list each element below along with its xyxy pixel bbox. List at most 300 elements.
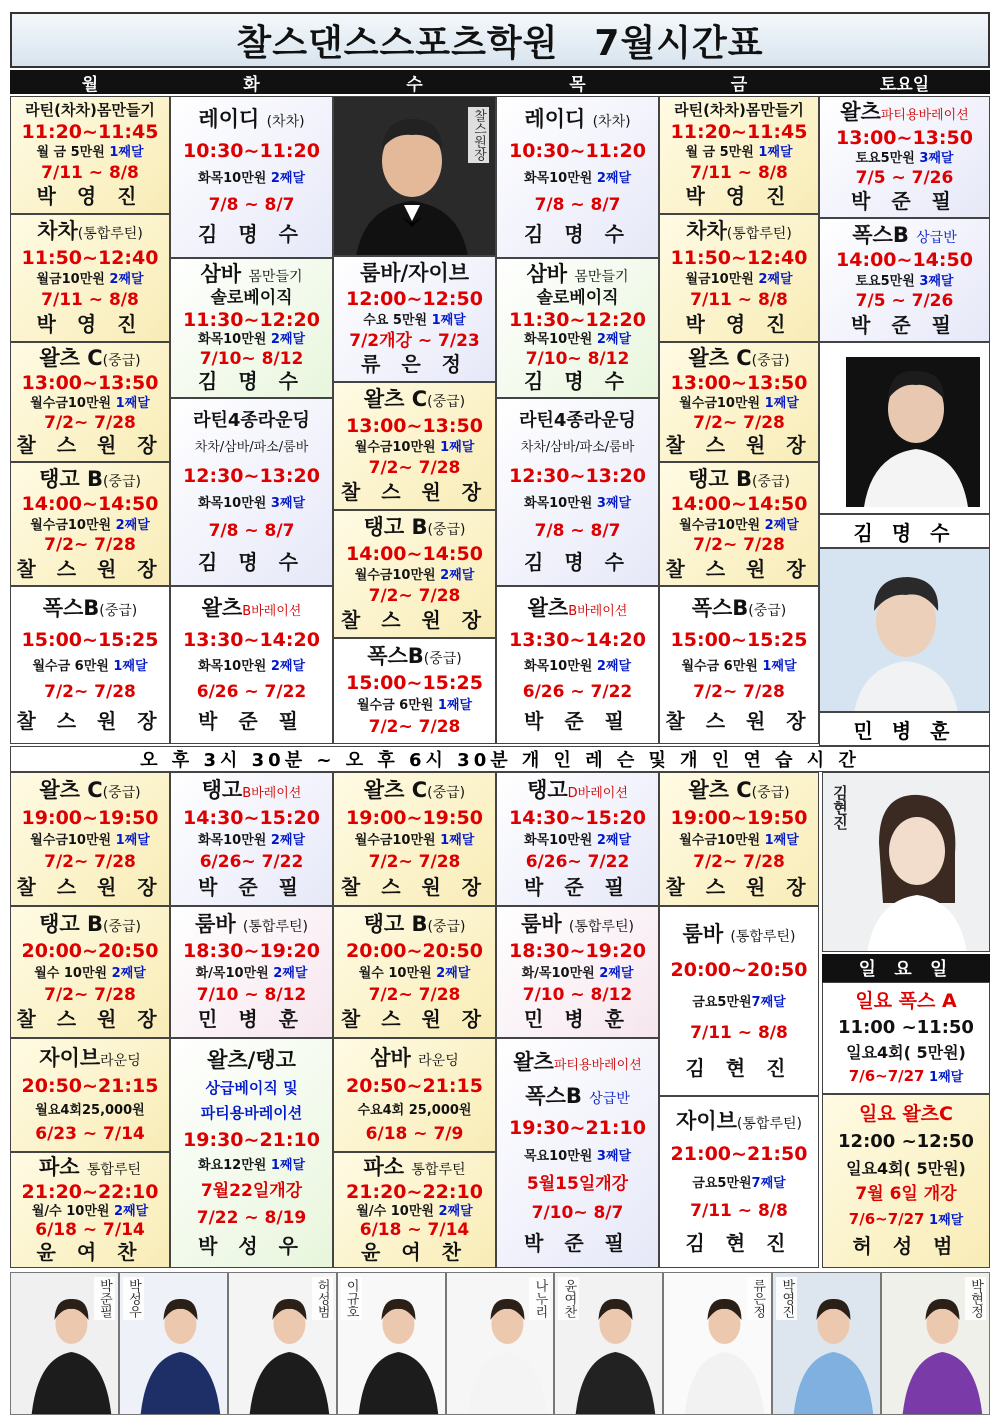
class-time: 20:50~21:15 bbox=[346, 1075, 483, 1098]
photo-label: 김현진 bbox=[831, 785, 849, 830]
class-instructor: 박 영 진 bbox=[36, 311, 144, 336]
class-name: 삼바 몸만들기 bbox=[526, 261, 629, 286]
class-name: 탱고 B(중급) bbox=[688, 466, 790, 491]
class-dates: 7/8 ~ 8/7 bbox=[534, 194, 621, 215]
class-instructor: 찰 스 원 장 bbox=[340, 479, 489, 504]
class-dates: 6/26 ~ 7/22 bbox=[196, 682, 307, 703]
class-price: 월수금 6만원 1째달 bbox=[32, 658, 148, 674]
class-dates: 7/2~ 7/28 bbox=[368, 717, 461, 738]
class-card[interactable] bbox=[659, 772, 819, 906]
class-time: 19:30~21:10 bbox=[509, 1117, 646, 1140]
class-instructor: 김 명 수 bbox=[198, 549, 305, 574]
class-name: 차차(통합루틴) bbox=[686, 219, 792, 244]
class-price: 월수금10만원 2째달 bbox=[30, 517, 150, 533]
class-instructor: 박 영 진 bbox=[685, 311, 793, 336]
class-name: 라틴(차차)몸만들기 bbox=[674, 100, 804, 119]
class-time: 19:00~19:50 bbox=[346, 806, 483, 829]
class-card[interactable] bbox=[333, 382, 496, 510]
class-time: 11:50~12:40 bbox=[21, 246, 159, 269]
class-price: 화목10만원 2째달 bbox=[523, 332, 632, 348]
class-name: 레이디 (차차) bbox=[524, 107, 631, 132]
class-time: 19:00~19:50 bbox=[21, 806, 159, 829]
class-dates: 7/2~ 7/28 bbox=[693, 412, 785, 433]
class-instructor: 김 현 진 bbox=[685, 1055, 793, 1080]
class-card[interactable] bbox=[659, 586, 819, 744]
photo-name-label: 윤여찬 bbox=[558, 1277, 579, 1320]
day-header-tue: 화 bbox=[170, 70, 333, 94]
class-dates: 7/8 ~ 8/7 bbox=[208, 194, 295, 215]
class-price: 월/수 10만원 2째달 bbox=[31, 1203, 149, 1219]
class-dates: 7/11 ~ 8/8 bbox=[690, 290, 788, 311]
class-name: 폭스B(중급) bbox=[691, 596, 787, 621]
class-time: 12:00~12:50 bbox=[346, 287, 483, 310]
class-time: 11:00 ~11:50 bbox=[838, 1017, 974, 1039]
class-name: 왈츠 C(중급) bbox=[688, 778, 790, 803]
class-name: 탱고 B(중급) bbox=[39, 912, 141, 937]
class-price: 월수금 6만원 1째달 bbox=[681, 658, 797, 674]
class-price: 월수 10만원 2째달 bbox=[358, 965, 471, 981]
class-name-line2: 차차/삼바/파소/룸바 bbox=[520, 440, 635, 456]
class-dates: 6/26~ 7/22 bbox=[199, 852, 304, 873]
class-instructor: 김 명 수 bbox=[198, 222, 305, 247]
photo-name-label: 박준필 bbox=[94, 1277, 115, 1320]
class-card[interactable] bbox=[10, 1152, 170, 1268]
class-dates: 7/10 ~ 8/12 bbox=[522, 984, 633, 1005]
class-name: 룸바 (통합루틴) bbox=[682, 921, 796, 946]
class-price: 목요10만원 3째달 bbox=[523, 1148, 632, 1164]
class-name: 삼바 라운딩 bbox=[370, 1045, 459, 1070]
class-dates: 7/11 ~ 8/8 bbox=[690, 163, 788, 184]
class-price: 화목10만원 2째달 bbox=[197, 170, 306, 186]
class-dates: 7/2개강 ~ 7/23 bbox=[349, 330, 480, 351]
class-dates: 7/10 ~ 8/12 bbox=[196, 984, 307, 1005]
class-price: 월/수 10만원 2째달 bbox=[356, 1203, 473, 1219]
class-name: 일요 왈츠C bbox=[859, 1102, 953, 1125]
class-instructor: 박 영 진 bbox=[36, 184, 144, 209]
class-card[interactable] bbox=[496, 772, 659, 906]
class-name: 왈츠파티용바레이션 bbox=[513, 1049, 642, 1074]
class-instructor: 윤 여 찬 bbox=[36, 1239, 144, 1264]
class-time: 15:00~15:25 bbox=[346, 672, 483, 695]
class-dates: 7/11 ~ 8/8 bbox=[690, 1023, 788, 1044]
class-price: 화목10만원 3째달 bbox=[197, 496, 306, 512]
class-instructor: 김 명 수 bbox=[524, 369, 631, 394]
class-instructor: 박 성 우 bbox=[198, 1233, 305, 1258]
class-card[interactable] bbox=[822, 1094, 990, 1268]
class-price: 화목10만원 2째달 bbox=[523, 170, 632, 186]
class-name: 파소 통합루틴 bbox=[39, 1155, 141, 1180]
class-price: 월수금10만원 2째달 bbox=[354, 567, 475, 583]
class-card[interactable] bbox=[333, 772, 496, 906]
photo-name-label: 허성범 bbox=[312, 1277, 333, 1320]
class-time: 21:20~22:10 bbox=[21, 1180, 159, 1203]
class-dates: 7/6~7/27 1째달 bbox=[848, 1210, 964, 1229]
class-dates: 7/10~ 8/12 bbox=[525, 349, 630, 370]
class-time: 15:00~15:25 bbox=[21, 628, 159, 651]
class-dates: 6/26~ 7/22 bbox=[525, 852, 630, 873]
class-dates: 7/11 ~ 8/8 bbox=[41, 290, 139, 311]
class-time: 13:00~13:50 bbox=[346, 414, 483, 437]
class-price: 월수금10만원 1째달 bbox=[30, 832, 150, 848]
class-price: 일요4회( 5만원) bbox=[846, 1158, 966, 1178]
class-card[interactable] bbox=[10, 906, 170, 1038]
instructor-photo bbox=[822, 772, 990, 952]
class-start: 7월22일개강 bbox=[200, 1180, 303, 1201]
class-card[interactable] bbox=[333, 256, 496, 382]
class-price: 화요12만원 1째달 bbox=[197, 1157, 306, 1173]
class-price: 화목10만원 2째달 bbox=[197, 658, 306, 674]
academy-name: 찰스댄스스포츠학원 bbox=[236, 22, 559, 64]
class-name: 폭스B 상급반 bbox=[852, 222, 957, 247]
class-time: 11:30~12:20 bbox=[183, 308, 320, 331]
class-name-line2: 솔로베이직 bbox=[210, 287, 293, 308]
class-instructor: 김 명 수 bbox=[524, 222, 631, 247]
class-instructor: 김 명 수 bbox=[524, 549, 631, 574]
photo-name-label: 박현정 bbox=[965, 1277, 986, 1320]
class-dates: 7/2~ 7/28 bbox=[693, 535, 785, 556]
photo-name-label: 박성우 bbox=[123, 1277, 144, 1320]
class-dates: 7/2~ 7/28 bbox=[693, 682, 785, 703]
class-card[interactable] bbox=[170, 96, 333, 258]
class-time: 12:30~13:20 bbox=[509, 465, 646, 488]
class-card[interactable] bbox=[10, 772, 170, 906]
month-title: 7월시간표 bbox=[594, 22, 764, 64]
class-time: 11:30~12:20 bbox=[509, 308, 646, 331]
class-name: 자이브(통합루틴) bbox=[676, 1108, 802, 1133]
class-card[interactable] bbox=[659, 906, 819, 1096]
class-price: 월금10만원 2째달 bbox=[36, 271, 144, 287]
class-card[interactable] bbox=[10, 214, 170, 342]
class-price: 화목10만원 2째달 bbox=[523, 832, 632, 848]
class-time: 20:50~21:15 bbox=[21, 1075, 159, 1098]
class-price: 월수금10만원 1째달 bbox=[679, 832, 799, 848]
class-card[interactable] bbox=[822, 982, 990, 1094]
class-dates: 7/10~ 8/7 bbox=[531, 1203, 624, 1224]
class-time: 13:00~13:50 bbox=[670, 371, 808, 394]
class-instructor: 찰 스 원 장 bbox=[340, 607, 489, 632]
class-time: 18:30~19:20 bbox=[509, 939, 646, 962]
class-instructor: 찰 스 원 장 bbox=[16, 433, 164, 458]
class-price: 월 금 5만원 1째달 bbox=[36, 145, 144, 161]
class-time: 12:30~13:20 bbox=[183, 465, 320, 488]
class-dates: 7/2~ 7/28 bbox=[44, 852, 136, 873]
class-price: 토요5만원 3째달 bbox=[855, 150, 954, 166]
class-card[interactable] bbox=[10, 1038, 170, 1152]
class-time: 13:30~14:20 bbox=[183, 628, 320, 651]
class-name-line2: 상급베이직 및 bbox=[205, 1079, 298, 1098]
instructor-photo bbox=[10, 1272, 119, 1415]
day-header-fri: 금 bbox=[659, 70, 819, 94]
class-instructor: 찰 스 원 장 bbox=[16, 874, 164, 899]
class-time: 11:50~12:40 bbox=[670, 246, 808, 269]
instructor-photo bbox=[333, 96, 496, 256]
class-card[interactable] bbox=[333, 638, 496, 744]
class-card[interactable] bbox=[10, 96, 170, 214]
class-card[interactable] bbox=[333, 1038, 496, 1152]
photo-name-label: 나누리 bbox=[529, 1277, 550, 1320]
class-price: 수요 5만원 1째달 bbox=[363, 312, 466, 328]
class-instructor: 박 준 필 bbox=[851, 188, 958, 213]
class-instructor: 박 준 필 bbox=[198, 874, 305, 899]
class-name-line3: 파티용바레이션 bbox=[200, 1103, 303, 1122]
class-start: 7월 6일 개강 bbox=[855, 1184, 957, 1205]
class-instructor: 찰 스 원 장 bbox=[16, 1007, 164, 1032]
class-price: 화/목10만원 2째달 bbox=[521, 965, 634, 981]
class-price: 화목10만원 2째달 bbox=[197, 832, 306, 848]
class-name: 왈츠파티용바레이션 bbox=[840, 100, 969, 125]
class-card[interactable] bbox=[10, 586, 170, 744]
class-name: 왈츠 C(중급) bbox=[39, 778, 141, 803]
class-time: 15:00~15:25 bbox=[670, 628, 808, 651]
class-time: 13:00~13:50 bbox=[836, 126, 973, 149]
class-name: 레이디 (차차) bbox=[198, 107, 305, 132]
class-instructor: 찰 스 원 장 bbox=[16, 556, 164, 581]
class-time: 12:00 ~12:50 bbox=[838, 1131, 974, 1153]
class-name: 라틴4종라운딩 bbox=[519, 409, 636, 431]
class-instructor: 박 준 필 bbox=[524, 708, 631, 733]
class-card[interactable] bbox=[659, 342, 819, 462]
class-time: 11:20~11:45 bbox=[21, 120, 159, 143]
class-price: 월수금10만원 1째달 bbox=[679, 395, 799, 411]
class-price: 금요5만원7째달 bbox=[692, 1175, 786, 1191]
day-header-thu: 목 bbox=[496, 70, 659, 94]
class-dates: 7/8 ~ 8/7 bbox=[534, 521, 621, 542]
class-instructor: 찰 스 원 장 bbox=[665, 433, 813, 458]
class-name: 탱고 B(중급) bbox=[363, 515, 466, 540]
class-card[interactable] bbox=[659, 214, 819, 342]
class-dates: 7/11 ~ 8/8 bbox=[690, 1201, 788, 1222]
class-instructor: 박 영 진 bbox=[685, 184, 793, 209]
class-time: 19:30~21:10 bbox=[183, 1128, 320, 1151]
class-instructor: 찰 스 원 장 bbox=[665, 874, 813, 899]
class-card[interactable] bbox=[333, 1152, 496, 1268]
class-price: 화목10만원 2째달 bbox=[197, 332, 306, 348]
class-price: 월수금10만원 2째달 bbox=[679, 517, 799, 533]
class-dates: 6/18 ~ 7/14 bbox=[359, 1220, 470, 1241]
class-card[interactable] bbox=[819, 218, 990, 342]
class-price: 월금10만원 2째달 bbox=[685, 271, 793, 287]
class-name: 일요 폭스 A bbox=[855, 989, 957, 1012]
class-card[interactable] bbox=[496, 96, 659, 258]
class-price: 월수금10만원 1째달 bbox=[354, 832, 475, 848]
class-card[interactable] bbox=[170, 258, 333, 398]
class-instructor: 찰 스 원 장 bbox=[665, 708, 813, 733]
class-instructor: 김 명 수 bbox=[198, 369, 305, 394]
class-price: 월수금10만원 1째달 bbox=[30, 395, 150, 411]
class-name: 폭스B(중급) bbox=[367, 644, 462, 669]
class-time: 14:00~14:50 bbox=[346, 542, 483, 565]
class-name: 폭스B(중급) bbox=[42, 596, 138, 621]
class-dates: 7/2~ 7/28 bbox=[693, 852, 785, 873]
class-dates: 6/26 ~ 7/22 bbox=[522, 682, 633, 703]
class-price: 토요5만원 3째달 bbox=[855, 273, 954, 289]
class-time: 14:00~14:50 bbox=[21, 493, 159, 516]
class-dates: 6/23 ~ 7/14 bbox=[35, 1123, 145, 1144]
instructor-photo bbox=[337, 1272, 446, 1415]
class-card[interactable] bbox=[170, 1038, 333, 1268]
day-header-sat: 토요일 bbox=[819, 70, 990, 94]
instructor-photo bbox=[554, 1272, 663, 1415]
class-dates: 7/2~ 7/28 bbox=[44, 682, 136, 703]
class-dates: 7/2~ 7/28 bbox=[44, 984, 136, 1005]
class-name: 룸바 (통합루틴) bbox=[521, 912, 634, 937]
class-card[interactable] bbox=[170, 906, 333, 1038]
class-time: 10:30~11:20 bbox=[183, 139, 320, 162]
class-name: 탱고B바레이션 bbox=[201, 778, 302, 803]
class-instructor: 민 병 훈 bbox=[198, 1007, 305, 1032]
class-price: 월수 10만원 2째달 bbox=[34, 965, 146, 981]
break-banner: 오 후 3시 30분 ~ 오 후 6시 30분 개 인 레 슨 및 개 인 연 습 시 간 bbox=[10, 746, 990, 772]
instructor-photo bbox=[819, 342, 990, 514]
instructor-photo bbox=[119, 1272, 228, 1415]
class-dates: 7/2~ 7/28 bbox=[44, 535, 136, 556]
instructor-photo bbox=[772, 1272, 881, 1415]
class-card[interactable] bbox=[659, 96, 819, 214]
class-price: 화목10만원 3째달 bbox=[523, 496, 632, 512]
class-name: 자이브라운딩 bbox=[39, 1045, 141, 1070]
class-time: 20:00~20:50 bbox=[346, 939, 483, 962]
day-header-mon: 월 bbox=[10, 70, 170, 94]
class-card[interactable] bbox=[496, 906, 659, 1038]
class-instructor: 찰 스 원 장 bbox=[340, 874, 489, 899]
class-instructor: 찰 스 원 장 bbox=[340, 1007, 489, 1032]
class-time: 14:00~14:50 bbox=[670, 493, 808, 516]
class-instructor: 박 준 필 bbox=[524, 1231, 631, 1256]
class-dates: 7/11 ~ 8/8 bbox=[41, 163, 139, 184]
class-instructor: 류 은 정 bbox=[361, 352, 468, 377]
class-card[interactable] bbox=[10, 462, 170, 586]
class-price: 월수금 6만원 1째달 bbox=[356, 698, 473, 714]
class-card[interactable] bbox=[819, 96, 990, 218]
class-name-line2: 솔로베이직 bbox=[536, 287, 619, 308]
instructor-photo bbox=[881, 1272, 990, 1415]
photo-name-label: 류은정 bbox=[747, 1277, 768, 1320]
class-time: 10:30~11:20 bbox=[509, 139, 646, 162]
class-price: 금요5만원7째달 bbox=[692, 994, 786, 1010]
class-price: 일요4회( 5만원) bbox=[846, 1043, 966, 1063]
class-name: 왈츠 C(중급) bbox=[363, 778, 466, 803]
class-time: 21:20~22:10 bbox=[346, 1180, 483, 1203]
photo-caption: 민 병 훈 bbox=[819, 712, 990, 746]
class-name: 왈츠B바레이션 bbox=[201, 596, 302, 621]
class-instructor: 윤 여 찬 bbox=[361, 1239, 468, 1264]
photo-caption: 김 명 수 bbox=[819, 514, 990, 548]
class-dates: 7/5 ~ 7/26 bbox=[855, 168, 954, 189]
photo-name-label: 박영진 bbox=[776, 1277, 797, 1320]
class-time: 19:00~19:50 bbox=[670, 806, 808, 829]
class-card[interactable] bbox=[496, 398, 659, 586]
class-card[interactable] bbox=[10, 342, 170, 462]
class-card[interactable] bbox=[496, 258, 659, 398]
class-name: 라틴(차차)몸만들기 bbox=[25, 100, 155, 119]
class-card[interactable] bbox=[496, 586, 659, 744]
class-dates: 7/6~7/27 1째달 bbox=[848, 1067, 964, 1086]
class-name: 왈츠 C(중급) bbox=[363, 387, 466, 412]
class-name: 룸바/자이브 bbox=[359, 261, 470, 286]
class-dates: 7/2~ 7/28 bbox=[44, 412, 136, 433]
class-time: 18:30~19:20 bbox=[183, 939, 320, 962]
class-time: 13:00~13:50 bbox=[21, 371, 159, 394]
class-dates: 7/2~ 7/28 bbox=[368, 984, 461, 1005]
class-name: 탱고 B(중급) bbox=[39, 466, 141, 491]
class-price: 월요4회25,000원 bbox=[35, 1102, 145, 1118]
class-name: 탱고D바레이션 bbox=[527, 778, 628, 803]
class-dates: 6/18 ~ 7/14 bbox=[35, 1220, 145, 1241]
class-dates: 7/2~ 7/28 bbox=[368, 852, 461, 873]
class-card[interactable] bbox=[333, 510, 496, 638]
photo-name-label: 이규호 bbox=[341, 1277, 362, 1320]
class-time: 20:00~20:50 bbox=[21, 939, 159, 962]
class-instructor: 김 현 진 bbox=[685, 1230, 793, 1255]
class-dates: 7/2~ 7/28 bbox=[368, 458, 461, 479]
class-price: 월수금10만원 1째달 bbox=[354, 439, 475, 455]
class-price: 월 금 5만원 1째달 bbox=[685, 145, 793, 161]
class-instructor: 찰 스 원 장 bbox=[16, 708, 164, 733]
class-dates: 7/8 ~ 8/7 bbox=[208, 521, 295, 542]
class-name: 왈츠 C(중급) bbox=[688, 346, 790, 371]
portrait-icon bbox=[820, 343, 990, 514]
class-instructor: 민 병 훈 bbox=[524, 1007, 631, 1032]
class-name-line2: 차차/삼바/파소/룸바 bbox=[194, 440, 309, 456]
class-name: 룸바 (통합루틴) bbox=[195, 912, 308, 937]
class-card[interactable] bbox=[659, 1096, 819, 1268]
class-dates: 7/5 ~ 7/26 bbox=[855, 291, 954, 312]
class-instructor: 박 준 필 bbox=[198, 708, 305, 733]
class-time: 20:00~20:50 bbox=[670, 959, 808, 982]
class-instructor: 박 준 필 bbox=[524, 874, 631, 899]
class-dates: 7/22 ~ 8/19 bbox=[196, 1207, 307, 1228]
class-dates: 7/2~ 7/28 bbox=[368, 586, 461, 607]
photo-label: 찰스원장 bbox=[468, 107, 489, 163]
class-instructor: 박 준 필 bbox=[851, 312, 958, 337]
class-card[interactable] bbox=[170, 586, 333, 744]
class-card[interactable] bbox=[170, 772, 333, 906]
class-card[interactable] bbox=[496, 1038, 659, 1268]
class-name: 차차(통합루틴) bbox=[37, 219, 143, 244]
class-start: 5월15일개강 bbox=[526, 1173, 629, 1194]
class-name: 왈츠 C(중급) bbox=[39, 346, 141, 371]
class-name-line2: 폭스B 상급반 bbox=[525, 1083, 630, 1108]
class-name: 탱고 B(중급) bbox=[363, 912, 466, 937]
class-price: 화목10만원 2째달 bbox=[523, 658, 632, 674]
class-name: 파소 통합루틴 bbox=[363, 1155, 466, 1180]
portrait-icon bbox=[820, 549, 990, 712]
class-time: 21:00~21:50 bbox=[670, 1143, 808, 1166]
class-name: 왈츠B바레이션 bbox=[527, 596, 628, 621]
class-card[interactable] bbox=[170, 398, 333, 586]
day-header-wed: 수 bbox=[333, 70, 496, 94]
class-time: 13:30~14:20 bbox=[509, 628, 646, 651]
class-name: 삼바 몸만들기 bbox=[200, 261, 303, 286]
class-time: 14:00~14:50 bbox=[836, 249, 973, 272]
sunday-header: 일 요 일 bbox=[822, 954, 990, 982]
class-instructor: 허 성 범 bbox=[852, 1234, 960, 1259]
class-price: 수요4회 25,000원 bbox=[357, 1102, 472, 1118]
class-time: 14:30~15:20 bbox=[183, 806, 320, 829]
page-title bbox=[10, 12, 990, 68]
instructor-photo bbox=[819, 548, 990, 712]
class-card[interactable] bbox=[333, 906, 496, 1038]
instructor-photo bbox=[228, 1272, 337, 1415]
class-price: 화/목10만원 2째달 bbox=[195, 965, 308, 981]
class-instructor: 찰 스 원 장 bbox=[665, 556, 813, 581]
class-dates: 6/18 ~ 7/9 bbox=[365, 1123, 464, 1144]
class-time: 11:20~11:45 bbox=[670, 120, 808, 143]
class-name: 라틴4종라운딩 bbox=[193, 409, 310, 431]
class-time: 14:30~15:20 bbox=[509, 806, 646, 829]
class-card[interactable] bbox=[659, 462, 819, 586]
class-dates: 7/10~ 8/12 bbox=[199, 349, 304, 370]
